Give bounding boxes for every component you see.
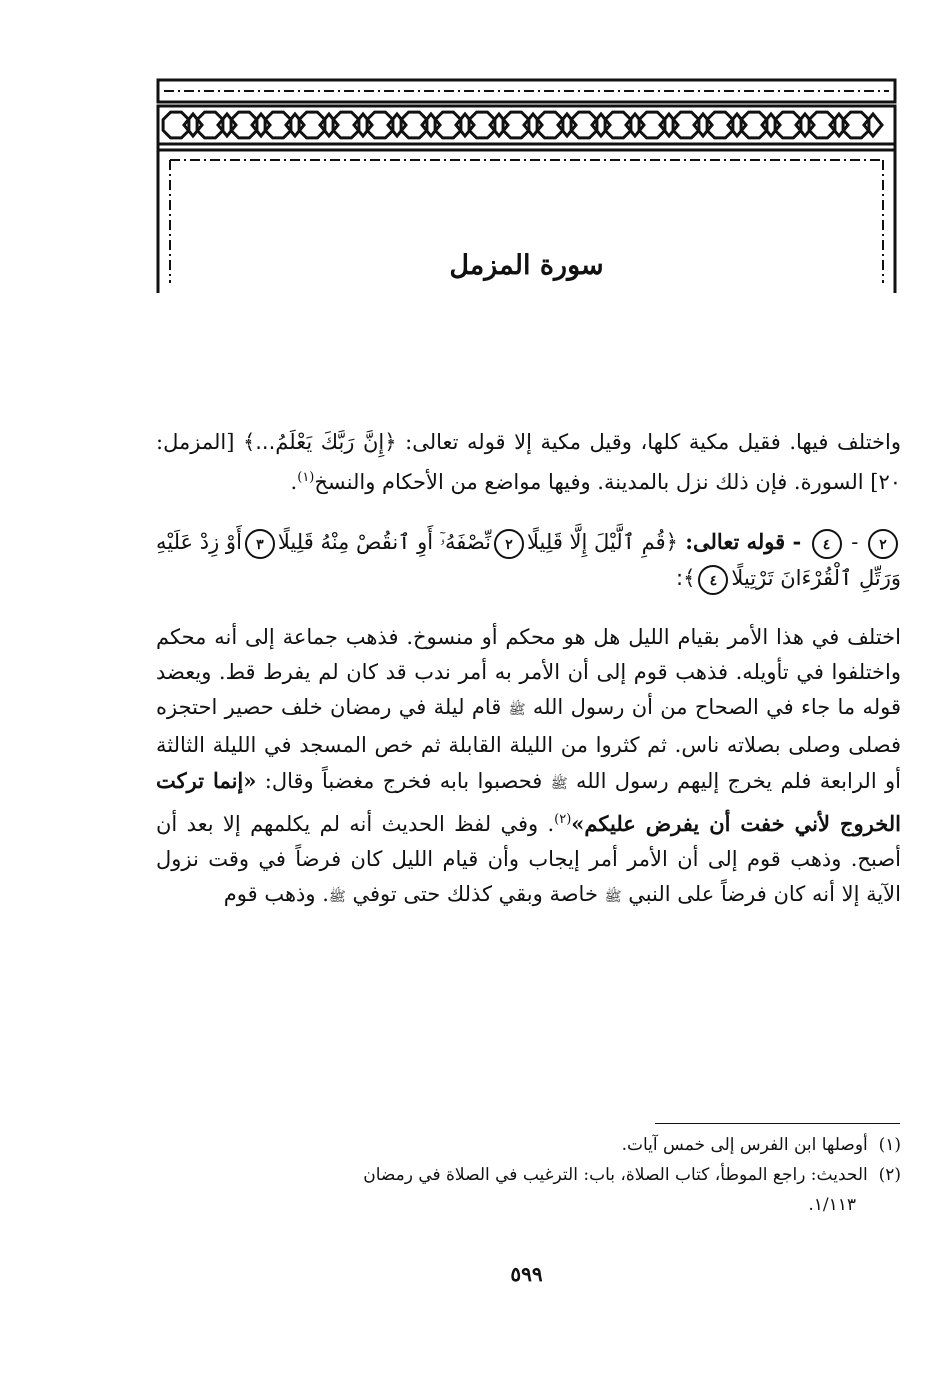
footnote-number: (١) bbox=[878, 1135, 901, 1155]
page-number: ٥٩٩ bbox=[510, 1262, 543, 1286]
quran-quote: ﴿إِنَّ رَبَّكَ يَعْلَمُ...﴾ bbox=[242, 430, 397, 454]
footnote-divider bbox=[655, 1123, 900, 1124]
salawat-glyph: ﷺ bbox=[328, 889, 346, 905]
intro-text: واختلف فيها. فقيل مكية كلها، وقيل مكية إلا قوله تعالى: bbox=[396, 430, 901, 454]
intro-text: [المزمل: ٢٠] السورة. فإن ذلك نزل بالمدينة. وفيها مواضع من الأحكام والنسخ bbox=[156, 430, 901, 494]
intro-paragraph: واختلف فيها. فقيل مكية كلها، وقيل مكية إلا قوله تعالى: ﴿إِنَّ رَبَّكَ يَعْلَمُ...﴾ [المزمل: ٢٠] السورة. فإن ذلك نزل بالمدينة. وفيها مواضع من الأحكام والنسخ$^{(١)}$. bbox=[156, 430, 901, 494]
body-paragraph: اختلف في هذا الأمر بقيام الليل هل هو محكم أو منسوخ. فذهب جماعة إلى أنه محكم واختلفوا في تأويله. فذهب قوم إلى أن الأمر به أمر ندب قد كان لم يفرط قط. ويعضد قوله ما جاء في الصحاح من أن رسول الله ﷺ قام ليلة في رمضان خلف حصير احتجزه فصلى وصلى بصلاته ناس. ثم كثروا من الليلة القابلة ثم خص المسجد في الليلة الثالثة أو الرابعة فلم يخرج إليهم رسول الله ﷺ فحصبوا بابه فخرج مغضباً وقال: «إنما تركت الخروج لأني خفت أن يفرض عليكم»$^{(٢)}$. وفي لفظ الحديث أنه لم يكلمهم إلا بعد أن أصبح. وذهب قوم إلى أن الأمر أمر إيجاب وأن قيام الليل كان فرضاً في وقت نزول الآية إلا أنه كان فرضاً على النبي ﷺ خاصة وبقي كذلك حتى توفي ﷺ. وذهب قوم bbox=[156, 625, 901, 906]
quran-verse: ﴿قُمِ ٱلَّيْلَ إِلَّا قَلِيلًا bbox=[527, 530, 678, 554]
footnote-number: (٢) bbox=[878, 1165, 901, 1185]
footnote bbox=[156, 1160, 901, 1190]
hadith-quote: «إنما تركت الخروج لأني خفت أن يفرض عليكم» bbox=[156, 768, 901, 836]
main-content bbox=[156, 425, 901, 915]
ayah-marker: ٢ bbox=[868, 529, 898, 559]
footnote bbox=[156, 1130, 901, 1160]
ayah-marker: ٤ bbox=[698, 565, 728, 595]
verse-label: قوله تعالى: bbox=[677, 529, 786, 554]
quran-verse: أَوْ زِدْ عَلَيْهِ وَرَتِّلِ ٱلْقُرْءَانَ تَرْتِيلًا bbox=[156, 530, 901, 590]
verse-heading: ٢ - ٤ - قوله تعالى: ﴿قُمِ ٱلَّيْلَ إِلَّا قَلِيلًا٢نِّصْفَهُۥٓ أَوِ ٱنقُصْ مِنْهُ قَلِيلًا٣أَوْ زِدْ عَلَيْهِ وَرَتِّلِ ٱلْقُرْءَانَ تَرْتِيلًا٤﴾: bbox=[156, 524, 901, 596]
ayah-marker: ٢ bbox=[494, 529, 524, 559]
ayah-marker: ٤ bbox=[812, 529, 842, 559]
salawat-glyph: ﷺ bbox=[604, 889, 622, 905]
footnote-ref[interactable]: (١) bbox=[297, 470, 315, 485]
ayah-marker: ٣ bbox=[245, 529, 275, 559]
salawat-glyph: ﷺ bbox=[508, 702, 526, 718]
quran-verse: نِّصْفَهُۥٓ أَوِ ٱنقُصْ مِنْهُ قَلِيلًا bbox=[277, 530, 491, 554]
surah-title: سورة المزمل bbox=[449, 250, 604, 281]
footnote-text: الحديث: راجع الموطأ، كتاب الصلاة، باب: الترغيب في الصلاة في رمضان bbox=[363, 1165, 868, 1185]
footnotes bbox=[156, 1130, 901, 1220]
footnote-text: أوصلها ابن الفرس إلى خمس آيات. bbox=[621, 1135, 868, 1155]
footnote-continuation: ١/١١٣. bbox=[808, 1195, 856, 1215]
salawat-glyph: ﷺ bbox=[550, 776, 568, 792]
footnote-ref[interactable]: (٢) bbox=[554, 812, 572, 827]
